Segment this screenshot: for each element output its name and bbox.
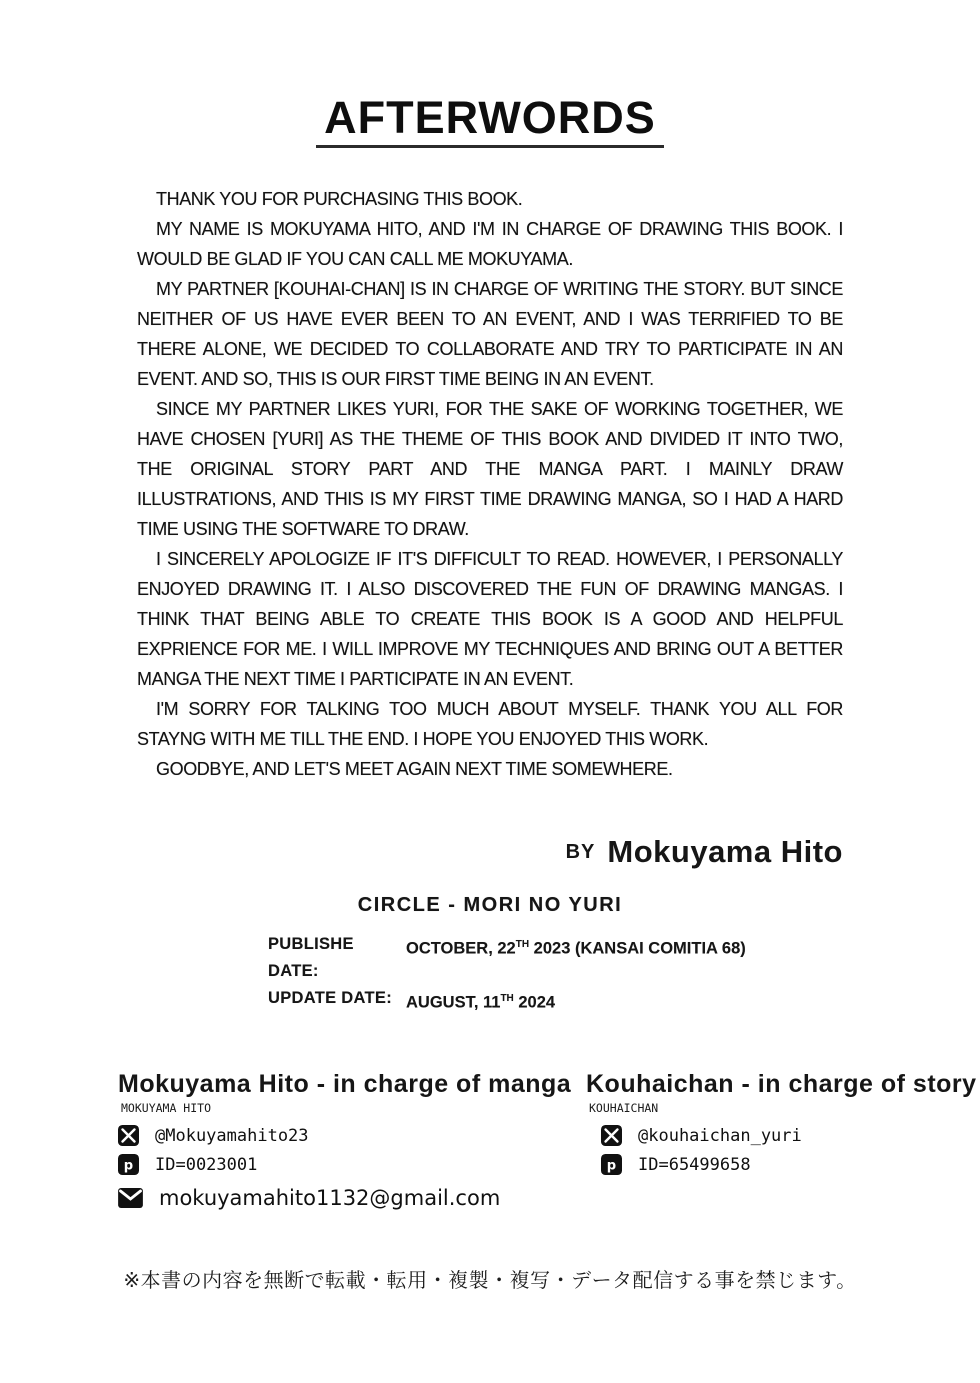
twitter-handle: @kouhaichan_yuri [638, 1125, 802, 1146]
contact-subheading: KOUHAICHAN [589, 1101, 659, 1116]
pixiv-icon [118, 1154, 139, 1175]
update-date-value [406, 985, 555, 1017]
afterword-paragraph: SINCE MY PARTNER LIKES YURI, FOR THE SAKE OF WORKING TOGETHER, WE HAVE CHOSEN [YURI] AS THE THEME OF THIS BOOK AND DIVIDED IT INTO TWO, THE ORIGINAL STORY PART AND THE MANGA PART. I MAINLY DRAW ILLUSTRATIONS, AND THIS IS MY FIRST TIME DRAWING MANGA, SO I HAD A HARD TIME USING THE SOFTWARE TO DRAW. [137, 399, 843, 540]
publication-dates [268, 931, 980, 1017]
update-date-label: UPDATE DATE: [268, 989, 392, 1008]
afterword-paragraph: MY NAME IS MOKUYAMA HITO, AND I'M IN CHARGE OF DRAWING THIS BOOK. I WOULD BE GLAD IF YOU CAN CALL ME MOKUYAMA. [137, 219, 843, 270]
afterword-paragraph: I'M SORRY FOR TALKING TOO MUCH ABOUT MYSELF. THANK YOU ALL FOR STAYNG WITH ME TILL THE END. I HOPE YOU ENJOYED THIS WORK. [137, 699, 843, 750]
contact-subheading: MOKUYAMA HITO [121, 1101, 212, 1116]
contact-kouhaichan [586, 1071, 977, 1211]
contact-heading: Kouhaichan - in charge of story [586, 1069, 977, 1098]
svg-text:p: p [606, 1158, 617, 1174]
pixiv-id: ID=0023001 [155, 1154, 258, 1175]
afterword-paragraph: MY PARTNER [KOUHAI-CHAN] IS IN CHARGE OF WRITING THE STORY. BUT SINCE NEITHER OF US HAVE EVER BEEN TO AN EVENT, AND I WAS TERRIFIED TO BE THERE ALONE, WE DECIDED TO COLLABORATE AND TRY TO PARTICIPATE IN AN EVENT. AND SO, THIS IS OUR FIRST TIME BEING IN AN EVENT. [137, 279, 843, 390]
contact-mokuyama [118, 1071, 586, 1211]
contact-row-twitter [586, 1125, 977, 1146]
publish-date-row [268, 931, 980, 985]
afterword-paragraph: GOODBYE, AND LET'S MEET AGAIN NEXT TIME SOMEWHERE. [156, 759, 673, 780]
update-date-rest: 2024 [513, 993, 556, 1012]
pixiv-id: ID=65499658 [638, 1154, 751, 1175]
update-date-ordinal: TH [500, 993, 514, 1005]
twitter-handle: @Mokuyamahito23 [155, 1125, 309, 1146]
x-icon [601, 1125, 622, 1146]
publish-date-ordinal: TH [515, 939, 530, 951]
svg-text:p: p [123, 1158, 134, 1174]
x-icon [118, 1125, 139, 1146]
page-title-text: AFTERWORDS [316, 94, 664, 148]
update-date-main: AUGUST, 11 [406, 993, 501, 1012]
page-title [0, 0, 980, 148]
publish-date-rest: 2023 (KANSAI COMITIA 68) [529, 939, 746, 958]
contact-row-pixiv [586, 1154, 977, 1175]
byline [137, 834, 867, 870]
publish-date-value [406, 931, 746, 985]
mail-icon [118, 1188, 143, 1208]
pixiv-icon [601, 1154, 622, 1175]
circle-name: CIRCLE - MORI NO YURI [357, 894, 623, 917]
author-name: Mokuyama Hito [607, 834, 843, 870]
afterword-paragraph: THANK YOU FOR PURCHASING THIS BOOK. [156, 189, 523, 210]
publish-date-label: PUBLISHE DATE: [268, 935, 354, 981]
byline-prefix: BY [565, 841, 596, 864]
contact-row-twitter [118, 1125, 586, 1146]
contact-row-email [118, 1186, 586, 1210]
contact-row-pixiv [118, 1154, 586, 1175]
update-date-row [268, 985, 980, 1017]
copyright-note: ※本書の内容を無断で転載・転用・複製・複写・データ配信する事を禁じます。 [123, 1268, 857, 1293]
afterword-body [137, 184, 843, 784]
contact-heading: Mokuyama Hito - in charge of manga [118, 1069, 572, 1098]
email-address: mokuyamahito1132@gmail.com [159, 1186, 501, 1211]
publish-date-main: OCTOBER, 22 [406, 939, 516, 958]
contacts-section [118, 1071, 980, 1211]
afterword-paragraph: I SINCERELY APOLOGIZE IF IT'S DIFFICULT TO READ. HOWEVER, I PERSONALLY ENJOYED DRAWING IT. I ALSO DISCOVERED THE FUN OF DRAWING MANGAS. I THINK THAT BEING ABLE TO CREATE THIS BOOK IS A GOOD AND HELPFUL EXPRIENCE FOR ME. I WILL IMPROVE MY TECHNIQUES AND BRING OUT A BETTER MANGA THE NEXT TIME I PARTICIPATE IN AN EVENT. [137, 549, 843, 690]
